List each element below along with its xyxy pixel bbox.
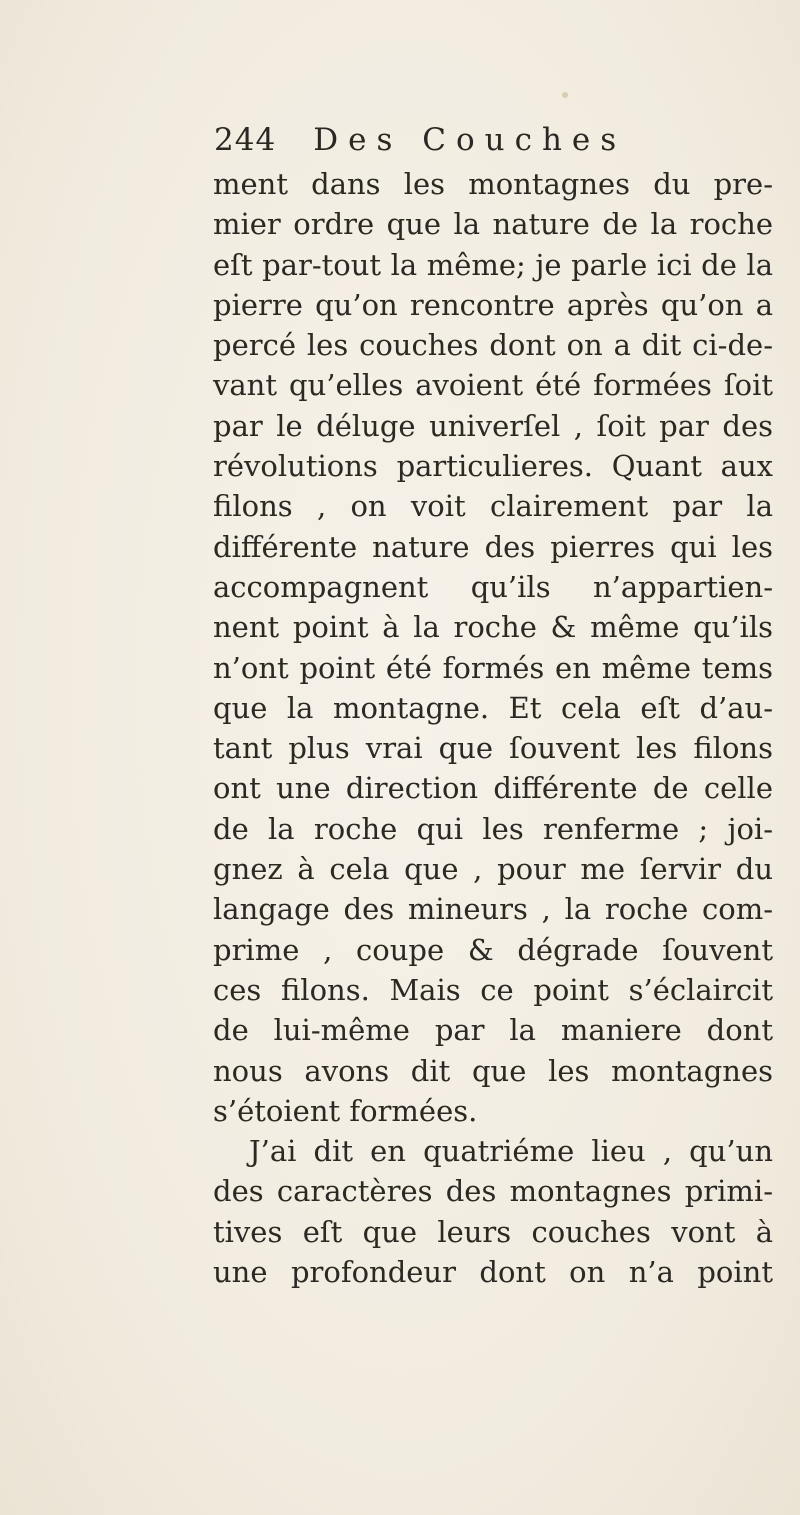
paper-speck [562, 92, 568, 98]
text-line: eſt par-tout la même; je parle ici de la [213, 247, 773, 282]
text-line: tant plus vrai que ſouvent les filons [213, 731, 773, 766]
text-line: filons , on voit clairement par la [213, 489, 773, 524]
text-line: pierre qu’on rencontre après qu’on a [213, 287, 773, 322]
text-line: une profondeur dont on n’a point [213, 1255, 773, 1290]
paragraph-end-line: s’étoient formées. [213, 1093, 478, 1128]
text-line: ces filons. Mais ce point s’éclaircit [213, 972, 773, 1007]
body-text [213, 164, 773, 1292]
text-line: accompagnent qu’ils n’appartien- [213, 569, 773, 604]
text-line: de lui-même par la maniere dont [213, 1013, 773, 1048]
paragraph-start-line: J’ai dit en quatriéme lieu , qu’un [249, 1134, 773, 1169]
text-line: nous avons dit que les montagnes [213, 1053, 773, 1088]
text-line: percé les couches dont on a dit ci-de- [213, 328, 773, 363]
text-line: tives eſt que leurs couches vont à [213, 1214, 773, 1249]
text-line: de la roche qui les renferme ; joi- [213, 811, 773, 846]
text-line: des caractères des montagnes primi- [213, 1174, 773, 1209]
text-line: ment dans les montagnes du pre- [213, 167, 773, 201]
text-line: gnez à cela que , pour me ſervir du [213, 852, 773, 887]
text-line: révolutions particulieres. Quant aux [213, 449, 773, 484]
text-line: prime , coupe & dégrade ſouvent [213, 932, 773, 967]
text-line: mier ordre que la nature de la roche [213, 207, 773, 242]
page-number: 244 [214, 122, 277, 158]
text-line: que la montagne. Et cela eſt d’au- [213, 690, 773, 725]
text-line: par le déluge univerſel , ſoit par des [213, 408, 773, 443]
running-title: Des Couches [313, 122, 627, 158]
running-header [214, 122, 626, 158]
text-line: nent point à la roche & même qu’ils [213, 610, 773, 645]
text-line: langage des mineurs , la roche com- [213, 892, 773, 927]
text-line: différente nature des pierres qui les [213, 529, 773, 564]
text-line: n’ont point été formés en même tems [213, 650, 773, 685]
text-line: ont une direction différente de celle [213, 771, 773, 806]
text-line: vant qu’elles avoient été formées ſoit [213, 368, 773, 403]
